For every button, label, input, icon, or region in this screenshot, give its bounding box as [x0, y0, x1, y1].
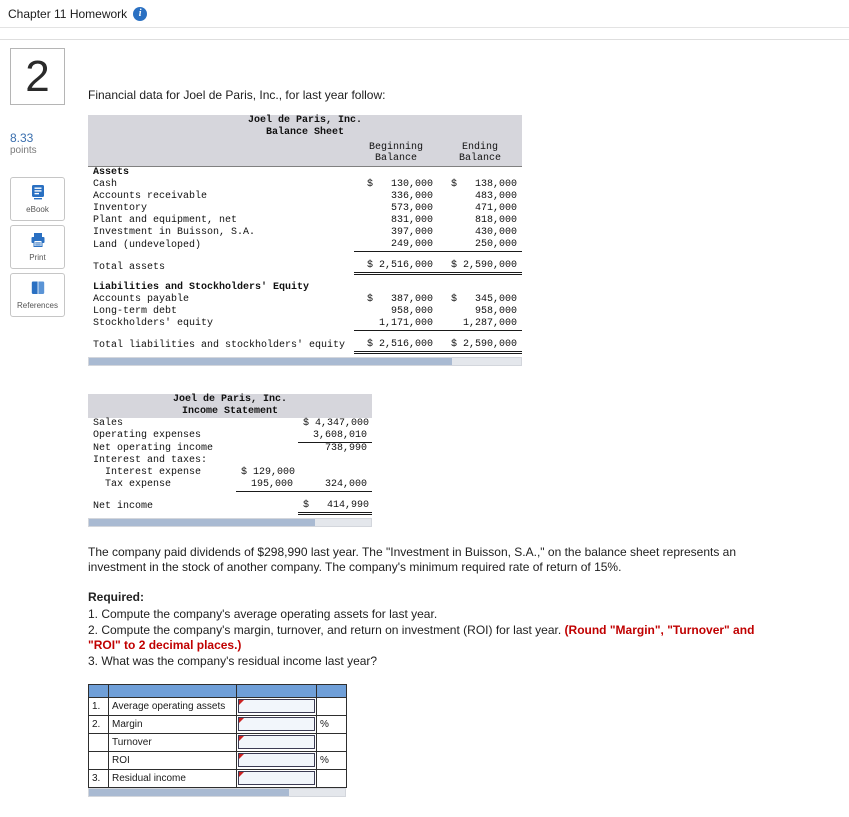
- table-row: [88, 306, 522, 318]
- answer-input-average-operating-assets[interactable]: [239, 701, 314, 712]
- table-row-total: [88, 330, 522, 352]
- answer-row-label: Average operating assets: [109, 697, 237, 715]
- row-value: 831,000: [390, 215, 433, 226]
- answer-row-label: Turnover: [109, 733, 237, 751]
- table-row: [88, 227, 522, 239]
- statement-subtitle-row: [88, 406, 372, 418]
- row-value: 1,171,000: [354, 318, 438, 331]
- hscrollbar-thumb[interactable]: [89, 789, 289, 796]
- row-value: 336,000: [390, 191, 433, 202]
- row-value: $ 2,590,000: [438, 330, 522, 352]
- hscrollbar: [88, 518, 372, 527]
- answer-row: [89, 751, 347, 769]
- references-button-label: References: [17, 301, 58, 310]
- table-row: [88, 239, 522, 252]
- row-value: [236, 418, 298, 430]
- answer-row-number: [89, 751, 109, 769]
- row-value: [438, 274, 522, 294]
- required-marker-icon: [239, 736, 244, 741]
- page-title: Chapter 11 Homework: [8, 6, 128, 21]
- row-label: Tax expense: [93, 479, 172, 490]
- points-label: points: [10, 145, 37, 156]
- row-value: $ 2,516,000: [354, 330, 438, 352]
- references-book-icon: [30, 280, 46, 299]
- points-value: 8.33: [10, 131, 34, 145]
- required-item-2-text: 2. Compute the company's margin, turnover, and return on investment (ROI) for last year.: [88, 622, 562, 637]
- info-icon[interactable]: i: [133, 7, 147, 21]
- hscrollbar: [88, 357, 522, 366]
- row-value: 471,000: [474, 203, 517, 214]
- problem-paragraph: The company paid dividends of $298,990 last year. The "Investment in Buisson, S.A.," on the balance sheet represents an investment in the stock of another company. The company's minimum required rate of return of 15%.: [88, 544, 737, 574]
- row-label: Accounts payable: [93, 293, 190, 305]
- row-label: Net operating income: [93, 442, 214, 454]
- header-cell: [237, 684, 317, 697]
- resource-buttons: [10, 177, 88, 317]
- table-row: [88, 418, 372, 430]
- statement-subtitle: Income Statement: [88, 406, 372, 418]
- header-cell: [317, 684, 347, 697]
- row-label: Long-term debt: [93, 305, 178, 317]
- ebook-icon: [30, 184, 46, 203]
- row-value: 249,000: [354, 239, 438, 252]
- required-item-3: 3. What was the company's residual income last year?: [88, 653, 378, 668]
- table-row: [88, 430, 372, 443]
- row-value: 430,000: [474, 227, 517, 238]
- row-label: Cash: [93, 179, 118, 190]
- answer-table: [88, 684, 347, 788]
- table-row: [88, 191, 522, 203]
- row-label: Inventory: [93, 203, 148, 214]
- main-content: [88, 40, 849, 817]
- table-row: [88, 455, 372, 467]
- statement-title-row: [88, 394, 372, 406]
- row-value: 3,608,010: [298, 430, 372, 443]
- answer-input-cell: [237, 697, 317, 715]
- row-value: [236, 491, 298, 513]
- row-value: 958,000: [474, 305, 517, 317]
- required-marker-icon: [239, 772, 244, 777]
- answer-row: [89, 769, 347, 787]
- table-row: [88, 318, 522, 331]
- answer-input-cell: [237, 715, 317, 733]
- print-button[interactable]: [10, 225, 65, 269]
- answer-row-number: 1.: [89, 697, 109, 715]
- row-label: Stockholders' equity: [93, 318, 214, 329]
- row-label: Operating expenses: [93, 430, 202, 441]
- question-panel: [0, 39, 849, 817]
- row-label: Total liabilities and stockholders' equity: [93, 340, 346, 351]
- answer-row-number: 2.: [89, 715, 109, 733]
- answer-row-unit: %: [317, 751, 347, 769]
- row-value: 397,000: [390, 227, 433, 238]
- answer-input-margin[interactable]: [239, 719, 314, 730]
- table-row: [88, 167, 522, 180]
- row-value: $ 345,000: [450, 293, 517, 305]
- table-row: [88, 479, 372, 492]
- answer-input-box: [238, 699, 315, 713]
- row-value: 483,000: [474, 191, 517, 202]
- row-value: 818,000: [474, 215, 517, 226]
- column-header-beginning: Beginning Balance: [354, 139, 438, 167]
- empty-header-cell: [88, 139, 354, 167]
- intro-text: Financial data for Joel de Paris, Inc., for last year follow:: [88, 88, 386, 102]
- column-header-row: [88, 139, 522, 167]
- answer-row-unit: [317, 733, 347, 751]
- answer-input-cell: [237, 733, 317, 751]
- row-value: 195,000: [236, 479, 298, 492]
- row-value: [438, 167, 522, 180]
- answer-grid-container: [88, 684, 346, 797]
- answer-input-box: [238, 753, 315, 767]
- answer-row-label: ROI: [109, 751, 237, 769]
- table-row-total: [88, 491, 372, 513]
- table-row-total: [88, 252, 522, 274]
- row-label: Accounts receivable: [93, 191, 208, 202]
- statement-title: Joel de Paris, Inc.: [88, 394, 372, 406]
- print-button-label: Print: [29, 253, 46, 262]
- answer-row-unit: [317, 697, 347, 715]
- required-item-2-emphasis: (Round "Margin", "Turnover" and "ROI" to 2 decimal places.): [88, 622, 755, 652]
- row-label: Investment in Buisson, S.A.: [93, 227, 256, 238]
- row-value: [236, 430, 298, 443]
- required-marker-icon: [239, 754, 244, 759]
- table-row: [88, 203, 522, 215]
- row-label: Interest expense: [93, 466, 202, 478]
- required-marker-icon: [239, 718, 244, 723]
- answer-row: [89, 733, 347, 751]
- printer-icon: [30, 232, 46, 251]
- hscrollbar-thumb[interactable]: [89, 358, 452, 365]
- income-statement-container: [88, 394, 837, 527]
- row-label: Total assets: [93, 261, 166, 273]
- row-value: $ 4,347,000: [303, 417, 370, 429]
- row-label: Assets: [93, 167, 130, 178]
- answer-row-unit: [317, 769, 347, 787]
- row-value: [236, 455, 298, 467]
- row-value: 1,287,000: [438, 318, 522, 331]
- answer-input-box: [238, 771, 315, 785]
- row-value: [354, 274, 438, 294]
- question-number: 2: [10, 48, 65, 105]
- row-value: 738,990: [324, 442, 367, 454]
- table-row: [88, 179, 522, 191]
- table-row-section: [88, 274, 522, 294]
- row-value: 324,000: [298, 479, 372, 492]
- answer-row-label: Margin: [109, 715, 237, 733]
- answer-row-number: [89, 733, 109, 751]
- row-value: [354, 167, 438, 180]
- answer-row-number: 3.: [89, 769, 109, 787]
- answer-input-box: [238, 717, 315, 731]
- row-label: Net income: [93, 501, 154, 512]
- top-bar: [0, 0, 849, 28]
- hscrollbar: [88, 788, 346, 797]
- required-marker-icon: [239, 700, 244, 705]
- row-value: 250,000: [438, 239, 522, 252]
- answer-row: [89, 697, 347, 715]
- row-value: $ 414,990: [298, 491, 372, 513]
- required-item-1: 1. Compute the company's average operating assets for last year.: [88, 606, 438, 621]
- ebook-button[interactable]: [10, 177, 65, 221]
- row-value: 958,000: [390, 305, 433, 317]
- row-label: Interest and taxes:: [93, 454, 208, 466]
- row-label: Land (undeveloped): [93, 239, 202, 251]
- statement-subtitle-row: [88, 127, 522, 139]
- answer-table-header-row: [89, 684, 347, 697]
- answer-input-turnover[interactable]: [239, 737, 314, 748]
- statement-title: Joel de Paris, Inc.: [88, 115, 522, 127]
- answer-input-roi[interactable]: [239, 755, 314, 766]
- left-rail: [0, 40, 88, 317]
- table-row: [88, 442, 372, 455]
- row-value: 573,000: [390, 203, 433, 214]
- row-label: Sales: [93, 417, 124, 429]
- row-value: $ 129,000: [241, 466, 296, 478]
- statement-title-row: [88, 115, 522, 127]
- answer-input-cell: [237, 769, 317, 787]
- points-display: [10, 132, 88, 156]
- balance-sheet-table: [88, 115, 522, 354]
- references-button[interactable]: [10, 273, 65, 317]
- hscrollbar-thumb[interactable]: [89, 519, 315, 526]
- row-label: Liabilities and Stockholders' Equity: [93, 281, 310, 293]
- ebook-button-label: eBook: [26, 205, 49, 214]
- table-row: [88, 294, 522, 306]
- balance-sheet-container: [88, 115, 837, 366]
- required-label: Required:: [88, 589, 145, 604]
- row-value: [236, 442, 298, 455]
- answer-row: [89, 715, 347, 733]
- answer-row-unit: %: [317, 715, 347, 733]
- row-value: $ 138,000: [450, 179, 517, 190]
- answer-input-residual-income[interactable]: [239, 773, 314, 784]
- row-value: [298, 455, 372, 467]
- row-value: $ 2,590,000: [438, 252, 522, 274]
- answer-input-box: [238, 735, 315, 749]
- statement-subtitle: Balance Sheet: [88, 127, 522, 139]
- table-row: [88, 215, 522, 227]
- income-statement-table: [88, 394, 372, 515]
- required-item-2: [88, 623, 788, 653]
- row-value: [298, 467, 372, 479]
- row-value: $ 387,000: [366, 293, 433, 305]
- row-value: $ 2,516,000: [354, 252, 438, 274]
- row-label: Plant and equipment, net: [93, 215, 238, 226]
- column-header-ending: Ending Balance: [438, 139, 522, 167]
- header-cell: [109, 684, 237, 697]
- answer-input-cell: [237, 751, 317, 769]
- answer-row-label: Residual income: [109, 769, 237, 787]
- header-cell: [89, 684, 109, 697]
- table-row: [88, 467, 372, 479]
- row-value: $ 130,000: [366, 179, 433, 190]
